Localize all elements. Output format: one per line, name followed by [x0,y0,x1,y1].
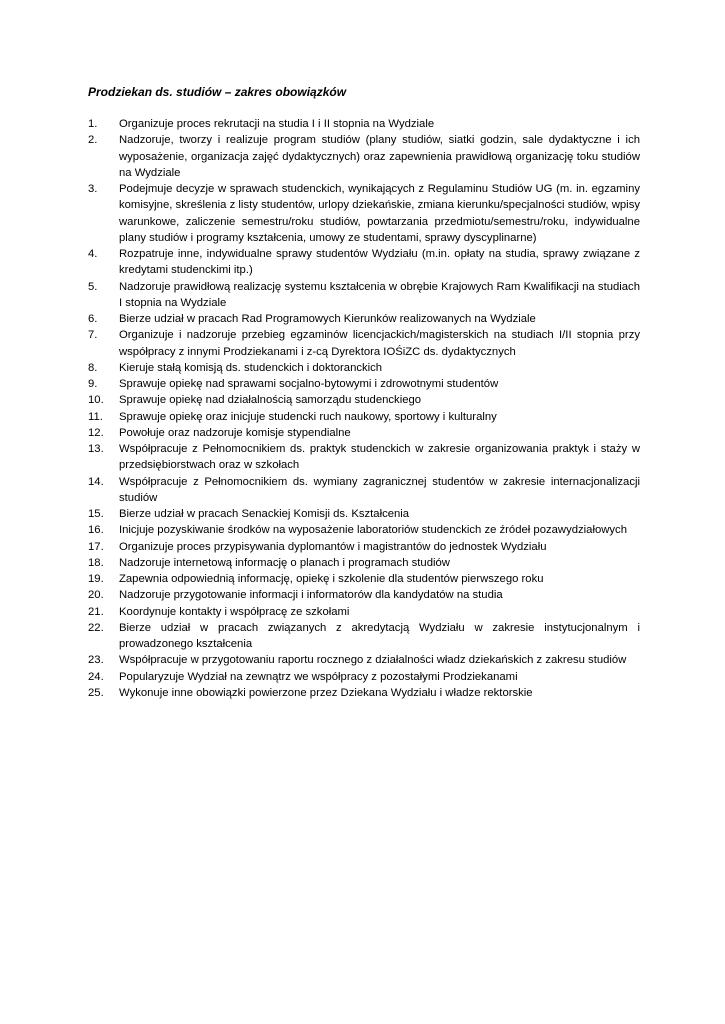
list-item-text: Organizuje proces przypisywania dyplomantów i magistrantów do jednostek Wydziału [119,540,547,553]
list-item [88,474,640,507]
list-item [88,116,640,132]
list-item [88,555,640,571]
list-item-text: Współpracuje z Pełnomocnikiem ds. praktyk studenckich w zakresie organizowania praktyk i staży w przedsiębiorstwach oraz w szkołach [119,443,640,472]
list-item [88,571,640,587]
list-item-text: Sprawuje opiekę nad działalnością samorządu studenckiego [119,394,422,407]
list-item [88,392,640,408]
list-item [88,409,640,425]
list-item-text: Bierze udział w pracach związanych z akredytacją Wydziału w zakresie instytucjonalnym i prowadzonego kształcenia [119,621,640,650]
document-page [88,84,640,701]
list-item [88,685,640,701]
list-item-number: 3. [88,183,98,195]
list-item-text: Bierze udział w pracach Senackiej Komisji ds. Kształcenia [119,508,410,520]
list-item-number: 12. [88,426,104,439]
list-item [88,425,640,441]
list-item [88,327,640,360]
list-item-number: 10. [88,394,104,407]
list-item [88,376,640,392]
list-item-number: 19. [88,573,104,585]
list-item-number: 15. [88,508,104,520]
list-item [88,246,640,279]
list-item-number: 2. [88,134,98,147]
list-item [88,441,640,474]
list-item [88,132,640,181]
list-item-number: 24. [88,670,104,683]
list-item-text: Kieruje stałą komisją ds. studenckich i doktoranckich [119,361,383,374]
list-item [88,360,640,376]
list-item [88,652,640,668]
list-item [88,506,640,522]
list-item-text: Sprawuje opiekę oraz inicjuje studencki ruch naukowy, sportowy i kulturalny [119,410,497,423]
list-item-number: 23. [88,654,104,667]
list-item-number: 6. [88,313,98,325]
list-item-text: Bierze udział w pracach Rad Programowych Kierunków realizowanych na Wydziale [119,313,536,325]
list-item-number: 17. [88,540,104,553]
list-item-number: 5. [88,280,98,293]
list-item-text: Współpracuje w przygotowaniu raportu rocznego z działalności władz dziekańskich z zakresu studiów [119,654,627,667]
list-item-number: 21. [88,605,104,618]
list-item-number: 14. [88,475,104,488]
list-item-number: 22. [88,621,104,634]
list-item [88,587,640,603]
list-item-text: Popularyzuje Wydział na zewnątrz we współpracy z pozostałymi Prodziekanami [119,670,518,683]
list-item-text: Rozpatruje inne, indywidualne sprawy studentów Wydziału (m.in. opłaty na studia, sprawy związane z kredytami studenckimi itp.) [119,248,640,277]
list-item-number: 9. [88,378,98,390]
list-item [88,539,640,555]
list-item-text: Nadzoruje, tworzy i realizuje program studiów (plany studiów, siatki godzin, sale dydaktyczne i ich wyposażenie, organizacja zajęć dydaktycznych) oraz zapewnienia prawidłową organizację toku studiów na Wydziale [119,134,640,179]
list-item-number: 25. [88,686,104,699]
list-item-text: Współpracuje z Pełnomocnikiem ds. wymiany zagranicznej studentów w zakresie internacjonalizacji studiów [119,475,640,504]
list-item-number: 4. [88,248,98,260]
list-item-text: Nadzoruje prawidłową realizację systemu kształcenia w obrębie Krajowych Ram Kwalifikacji na studiach I stopnia na Wydziale [119,280,640,309]
list-item-text: Organizuje i nadzoruje przebieg egzaminów licencjackich/magisterskich na studiach I/II stopnia przy współpracy z innymi Prodziekanami i z-cą Dyrektora IOŚiZC ds. dydaktycznych [119,329,640,358]
list-item [88,279,640,312]
list-item [88,522,640,538]
list-item-text: Inicjuje pozyskiwanie środków na wyposażenie laboratoriów studenckich ze źródeł pozawydziałowych [119,524,627,537]
list-item-text: Koordynuje kontakty i współpracę ze szkołami [119,605,350,618]
list-item-text: Podejmuje decyzje w sprawach studenckich, wynikających z Regulaminu Studiów UG (m. in. egzaminy komisyjne, skreślenia z listy studentów, urlopy dziekańskie, zmiana kierunku/specjalności studiów, wpisy warunkowe, zaliczenie semestru/roku studiów, powtarzania przedmiotu/semestru/roku, indywidualne plany studiów i programy kształcenia, umowy ze studentami, sprawy dyscyplinarne) [119,183,640,244]
list-item [88,311,640,327]
duties-list [88,116,640,701]
list-item-number: 1. [88,118,98,130]
list-item-text: Zapewnia odpowiednią informację, opiekę i szkolenie dla studentów pierwszego roku [119,573,544,585]
list-item [88,620,640,653]
list-item-text: Organizuje proces rekrutacji na studia I i II stopnia na Wydziale [119,118,435,130]
document-title: Prodziekan ds. studiów – zakres obowiązków [88,85,347,99]
list-item-text: Nadzoruje internetową informację o planach i programach studiów [119,556,450,569]
list-item-number: 11. [88,410,103,423]
list-item [88,181,640,246]
list-item-text: Wykonuje inne obowiązki powierzone przez Dziekana Wydziału i władze rektorskie [119,686,533,699]
list-item-text: Powołuje oraz nadzoruje komisje stypendialne [119,426,351,439]
list-item-number: 13. [88,443,104,455]
list-item-number: 18. [88,556,104,569]
list-item-number: 16. [88,524,104,537]
list-item-text: Sprawuje opiekę nad sprawami socjalno-bytowymi i zdrowotnymi studentów [119,378,499,390]
list-item-number: 7. [88,329,98,342]
list-item-number: 20. [88,589,104,602]
list-item [88,604,640,620]
list-item-number: 8. [88,361,98,374]
list-item-text: Nadzoruje przygotowanie informacji i informatorów dla kandydatów na studia [119,589,503,602]
list-item [88,669,640,685]
